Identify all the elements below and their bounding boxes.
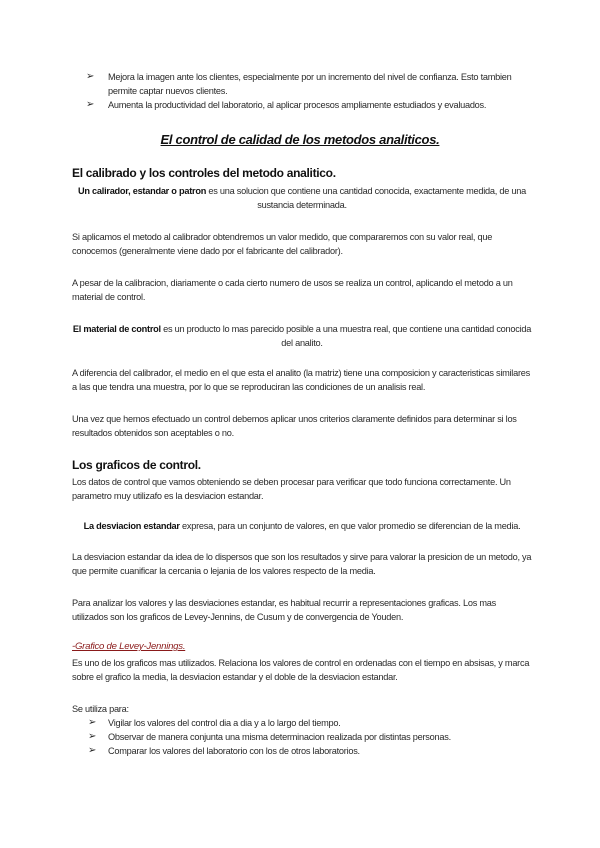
list-item: ➢ Comparar los valores del laboratorio con los de otros laboratorios. bbox=[88, 745, 360, 756]
levey-subheading: -Grafico de Levey-Jennings. bbox=[72, 641, 186, 652]
arrow-bullet-icon: ➢ bbox=[86, 99, 95, 110]
graficos-paragraph-3: Para analizar los valores y las desviaciones estandar, es habitual recurrir a representaciones graficas. Los mas utilizados son los graficos de Levey-Jennins, de Cusum y de convergencia de Youden. bbox=[72, 598, 496, 622]
calibrador-definition: Un calirador, estandar o patron es una solucion que contiene una cantidad conocida, exactamente medida, de una sustancia determinada. bbox=[78, 186, 526, 210]
calibrado-paragraph-1: Si aplicamos el metodo al calibrador obtendremos un valor medido, que compararemos con su valor real, que conocemos (generalmente viene dado por el fabricante del calibrador). bbox=[72, 232, 493, 256]
calibrado-paragraph-2: A pesar de la calibracion, diariamente o cada cierto numero de usos se realiza un control, aplicando el metodo a un material de control. bbox=[72, 278, 513, 302]
calibrado-paragraph-4: Una vez que hemos efectuado un control debemos aplicar unos criterios claramente definidos para determinar si los resultados obtenidos son aceptables o no. bbox=[72, 414, 517, 438]
graficos-heading: Los graficos de control. bbox=[72, 458, 201, 472]
graficos-paragraph-2: La desviacion estandar da idea de lo dispersos que son los resultados y sirve para valorar la presicion de un metodo, ya que permite cuanificar la cercania o lejania de los valores respecto de la media. bbox=[72, 552, 532, 576]
arrow-bullet-icon: ➢ bbox=[86, 71, 95, 82]
uses-label: Se utiliza para: bbox=[72, 704, 129, 714]
material-term: El material de control bbox=[72, 324, 161, 334]
list-item: ➢ Aumenta la productividad del laboratorio, al aplicar procesos ampliamente estudiados y evaluados. bbox=[86, 99, 487, 110]
graficos-paragraph-1: Los datos de control que vamos obteniendo se deben procesar para verificar que todo funciona correctamente. Un parametro muy utilizafo es la desviacion estandar. bbox=[72, 477, 511, 501]
section-title: El control de calidad de los metodos analiticos. bbox=[160, 132, 440, 147]
arrow-bullet-icon: ➢ bbox=[88, 717, 97, 728]
desviacion-definition: La desviacion estandar expresa, para un conjunto de valores, en que valor promedio se diferencian de la media. bbox=[83, 521, 521, 531]
list-item: ➢ Observar de manera conjunta una misma determinacion realizada por distintas personas. bbox=[88, 731, 451, 742]
calibrado-heading: El calibrado y los controles del metodo analitico. bbox=[72, 166, 336, 180]
desviacion-term: La desviacion estandar bbox=[83, 521, 180, 531]
uses-bullet-list bbox=[0, 716, 521, 758]
material-definition: El material de control es un producto lo mas parecido posible a una muestra real, que contiene una cantidad conocida del analito. bbox=[72, 324, 532, 348]
list-item: ➢ Mejora la imagen ante los clientes, especialmente por un incremento del nivel de confianza. Esto tambien permite captar nuevos clientes. bbox=[86, 71, 512, 96]
levey-paragraph: Es uno de los graficos mas utilizados. Relaciona los valores de control en ordenadas con el tiempo en absisas, y marca sobre el grafico la media, la desviacion estandar y el doble de la desviacion estandar. bbox=[72, 658, 530, 682]
arrow-bullet-icon: ➢ bbox=[88, 745, 97, 756]
intro-bullet-list bbox=[0, 70, 600, 112]
calibrador-term: Un calirador, estandar o patron bbox=[78, 186, 207, 196]
arrow-bullet-icon: ➢ bbox=[88, 731, 97, 742]
list-item: ➢ Vigilar los valores del control dia a dia y a lo largo del tiempo. bbox=[88, 717, 341, 728]
calibrado-paragraph-3: A diferencia del calibrador, el medio en el que esta el analito (la matriz) tiene una composicion y caracteristicas similares a las que tendra una muestra, por lo que se reproduciran las condiciones de un analisis real. bbox=[72, 368, 530, 392]
